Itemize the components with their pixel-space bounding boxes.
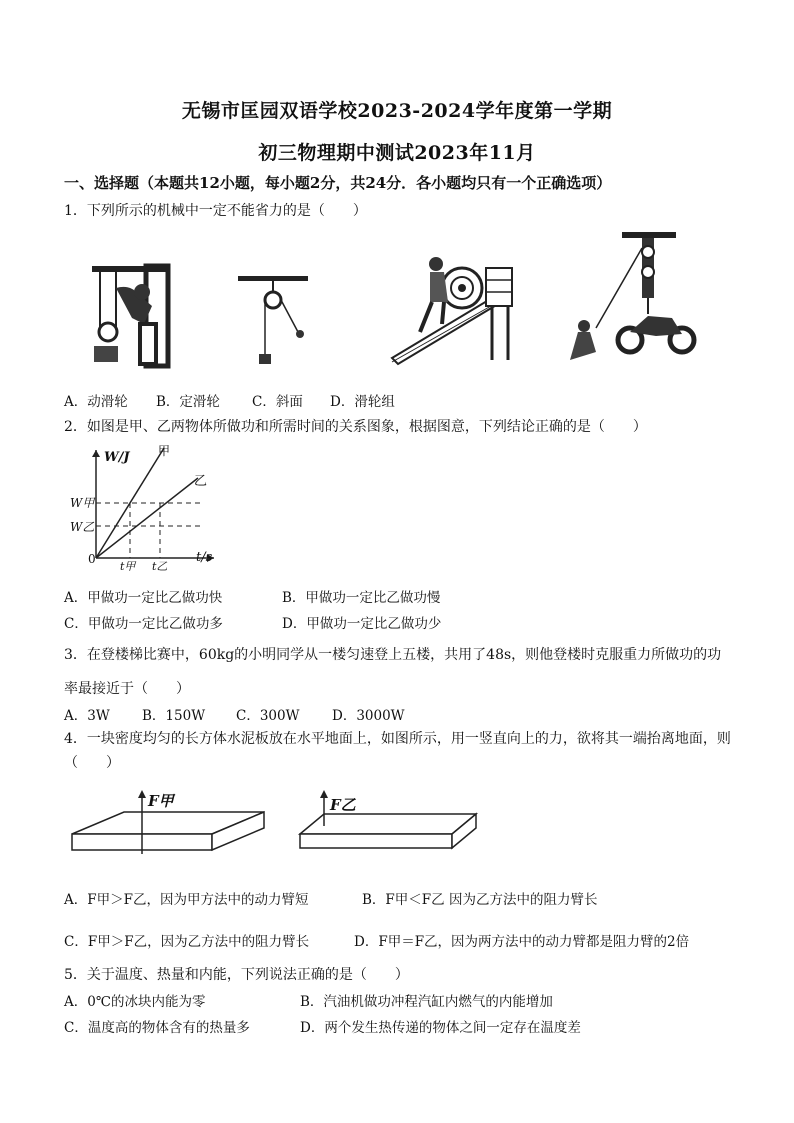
q2-line-jia-label: 甲 [158, 444, 171, 458]
q1-option-a: A．动滑轮 [64, 394, 128, 410]
q4-force-yi-label: F乙 [330, 796, 356, 814]
q2-x-axis-label: t/s [196, 550, 213, 565]
q3-option-d: D．3000W [332, 708, 405, 724]
exam-subtitle: 初三物理期中测试2023年11月 [258, 142, 536, 164]
q1-option-c: C．斜面 [252, 394, 303, 410]
exam-title: 无锡市匡园双语学校2023-2024学年度第一学期 [181, 100, 613, 122]
q2-option-d: D．甲做功一定比乙做功少 [282, 616, 442, 632]
q4-slab-figure [64, 790, 484, 870]
q1-option-b: B．定滑轮 [156, 394, 220, 410]
fixed-pulley-image [238, 276, 308, 364]
question-3-stem-line1: 3．在登楼梯比赛中，60kg的小明同学从一楼匀速登上五楼，共用了48s，则他登楼时克服重力所做功的功 [64, 647, 722, 663]
q1-option-d: D．滑轮组 [330, 394, 395, 410]
question-4-stem-line2: （ ） [64, 755, 120, 771]
q2-option-c: C．甲做功一定比乙做功多 [64, 616, 223, 632]
question-3-stem-line2: 率最接近于（ ） [64, 681, 190, 697]
q2-t-jia-label: t甲 [120, 560, 136, 573]
q4-force-jia-label: F甲 [148, 792, 174, 810]
q2-option-a: A．甲做功一定比乙做功快 [64, 590, 223, 606]
q5-option-b: B．汽油机做功冲程汽缸内燃气的内能增加 [300, 994, 553, 1010]
question-2-stem: 2．如图是甲、乙两物体所做功和所需时间的关系图象，根据图意，下列结论正确的是（ ） [64, 419, 647, 435]
q3-option-a: A．3W [64, 708, 110, 724]
question-4-stem-line1: 4．一块密度均匀的长方体水泥板放在水平地面上，如图所示，用一竖直向上的力，欲将其一端抬离地面，则 [64, 731, 731, 747]
q2-y-axis-label: W/J [104, 450, 130, 465]
q4-option-b: B．F甲＜F乙 因为乙方法中的阻力臂长 [362, 892, 598, 908]
q5-option-a: A．0℃的冰块内能为零 [64, 994, 206, 1010]
q2-t-yi-label: t乙 [152, 560, 168, 573]
q2-option-b: B．甲做功一定比乙做功慢 [282, 590, 441, 606]
q5-option-c: C．温度高的物体含有的热量多 [64, 1020, 250, 1036]
q3-option-b: B．150W [142, 708, 206, 724]
q3-option-c: C．300W [236, 708, 300, 724]
slab-yi-image [300, 790, 476, 848]
question-5-stem: 5．关于温度、热量和内能，下列说法正确的是（ ） [64, 967, 409, 983]
q2-line-yi-label: 乙 [194, 474, 208, 489]
pulley-block-image [570, 232, 694, 360]
question-1-stem: 1．下列所示的机械中一定不能省力的是（ ） [64, 203, 367, 219]
q4-option-a: A．F甲＞F乙，因为甲方法中的动力臂短 [64, 892, 309, 908]
section-heading: 一、选择题（本题共12小题，每小题2分，共24分．各小题均只有一个正确选项） [64, 174, 612, 192]
q2-origin-label: 0 [88, 552, 96, 566]
q4-option-c: C．F甲＞F乙，因为乙方法中的阻力臂长 [64, 934, 310, 950]
q4-option-d: D．F甲＝F乙，因为两方法中的动力臂都是阻力臂的2倍 [354, 934, 690, 950]
q2-w-jia-label: W甲 [70, 496, 95, 510]
movable-pulley-image [92, 266, 168, 366]
q2-w-yi-label: W乙 [70, 520, 95, 534]
inclined-plane-image [392, 257, 512, 364]
q1-figure [60, 228, 720, 378]
q5-option-d: D．两个发生热传递的物体之间一定存在温度差 [300, 1020, 581, 1036]
